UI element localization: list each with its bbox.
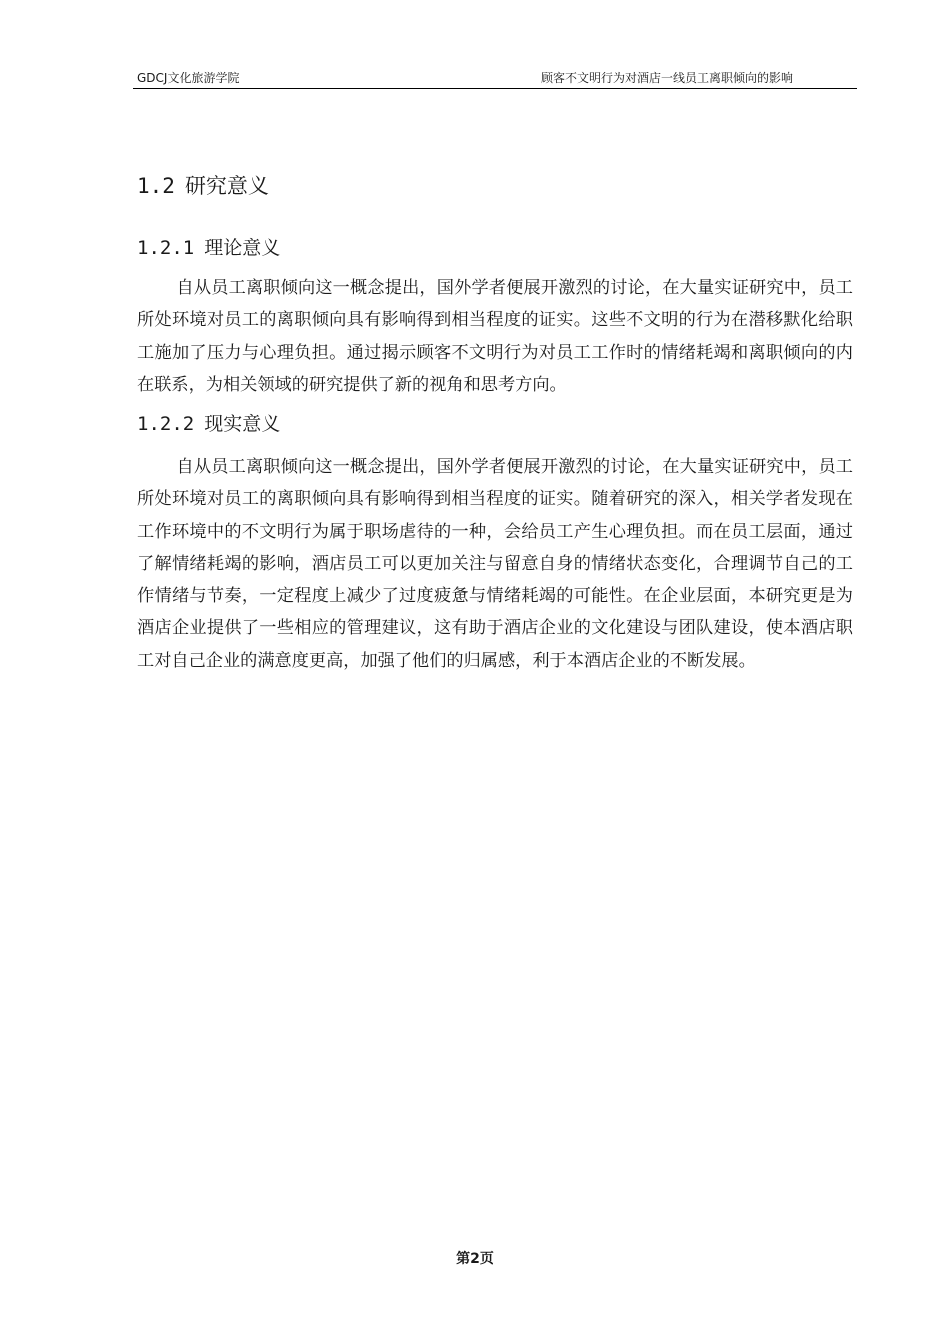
header-institution: GDCJ文化旅游学院: [137, 71, 240, 85]
subsection-heading-practical: [137, 409, 280, 439]
page-number: 第2页: [456, 1251, 494, 1267]
subsection-title: 现实意义: [204, 413, 281, 435]
section-title: 研究意义: [184, 174, 269, 198]
header-paper-title: 顾客不文明行为对酒店一线员工离职倾向的影响: [540, 71, 793, 85]
page-header: [133, 68, 857, 89]
subsection-number: 1.2.1: [137, 237, 195, 259]
theoretical-significance-paragraph: 自从员工离职倾向这一概念提出，国外学者便展开激烈的讨论，在大量实证研究中，员工所处环境对员工的离职倾向具有影响得到相当程度的证实。这些不文明的行为在潜移默化给职工施加了压力与心理负担。通过揭示顾客不文明行为对员工工作时的情绪耗竭和离职倾向的内在联系，为相关领域的研究提供了新的视角和思考方向。: [137, 278, 853, 395]
subsection-heading-theoretical: [137, 233, 280, 263]
subsection-number: 1.2.2: [137, 413, 195, 435]
practical-significance-paragraph: 自从员工离职倾向这一概念提出，国外学者便展开激烈的讨论，在大量实证研究中，员工所处环境对员工的离职倾向具有影响得到相当程度的证实。随着研究的深入，相关学者发现在工作环境中的不文明行为属于职场虐待的一种，会给员工产生心理负担。而在员工层面，通过了解情绪耗竭的影响，酒店员工可以更加关注与留意自身的情绪状态变化，合理调节自己的工作情绪与节奏，一定程度上减少了过度疲惫与情绪耗竭的可能性。在企业层面，本研究更是为酒店企业提供了一些相应的管理建议，这有助于酒店企业的文化建设与团队建设，使本酒店职工对自己企业的满意度更高，加强了他们的归属感，利于本酒店企业的不断发展。: [137, 457, 853, 671]
section-number: 1.2: [137, 174, 175, 198]
subsection-title: 理论意义: [204, 237, 281, 259]
section-heading: [137, 170, 269, 202]
